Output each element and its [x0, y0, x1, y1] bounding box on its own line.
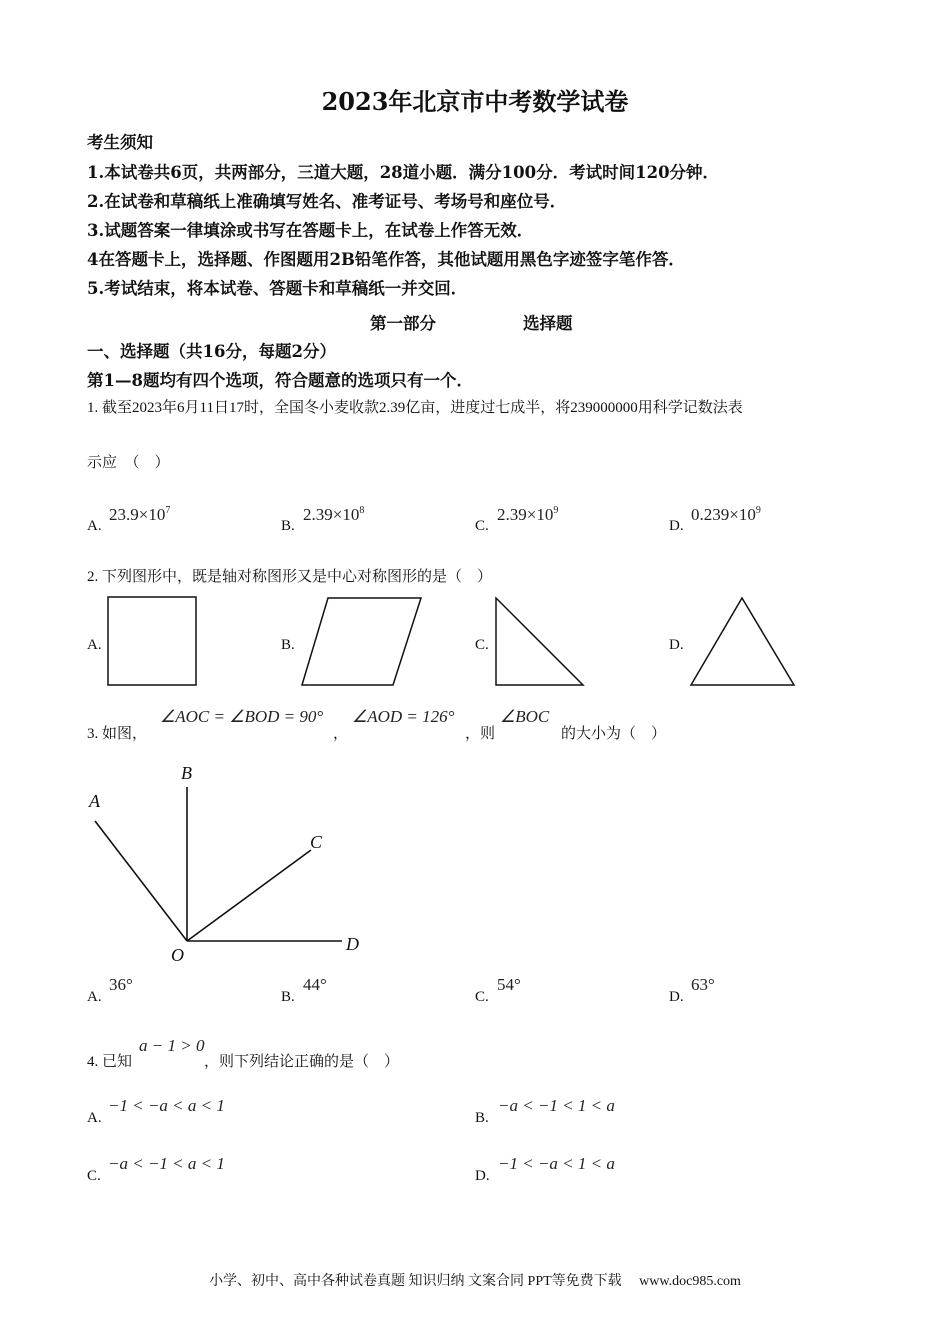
q1-option-b-label: B. [281, 518, 295, 534]
q4-option-d-label: D. [475, 1168, 490, 1184]
label-c: C [310, 832, 323, 852]
q3-option-c-value: 54° [497, 975, 521, 994]
q1-option-c-value: $2.39\times 10^9$ [497, 505, 559, 524]
q1-option-a-value: $23.9\times 10^7$ [109, 505, 171, 524]
notice-item-2: 2.在试卷和草稿纸上准确填写姓名、准考证号、考场号和座位号． [87, 192, 567, 211]
equilateral-triangle-shape [691, 598, 794, 685]
label-o: O [171, 945, 184, 965]
q2-square-figure [106, 595, 200, 689]
part-type: 选择题 [523, 314, 573, 333]
q2-option-d-label: D. [669, 637, 684, 653]
q3-target-angle: ∠BOC [500, 707, 550, 726]
square-shape [108, 597, 196, 685]
notice-item-3: 3.试题答案一律填涂或书写在答题卡上，在试卷上作答无效． [87, 221, 534, 240]
q1-stem-line2: 示应 （ ） [87, 455, 170, 471]
section-heading: 一、选择题（共16分，每题2分） [87, 342, 336, 361]
q2-equilateral-triangle-figure [688, 595, 798, 689]
q3-option-a-label: A. [87, 989, 102, 1005]
q3-stem-suffix: 的大小为（ ） [561, 726, 667, 742]
q2-right-triangle-figure [493, 595, 587, 689]
page-footer: 小学、初中、高中各种试卷真题 知识归纳 文案合同 PPT等免费下载 www.doc985.com [209, 1274, 741, 1289]
q3-sep-1: ， [333, 726, 349, 742]
q3-option-c-label: C. [475, 989, 489, 1005]
right-triangle-shape [496, 598, 583, 685]
q3-condition-2: ∠AOD = 126° [352, 707, 455, 726]
q3-stem-prefix: 3. 如图， [87, 726, 148, 742]
label-d: D [346, 934, 359, 954]
q2-option-c-label: C. [475, 637, 489, 653]
q4-option-d-value: −1 < −a < 1 < a [498, 1154, 615, 1173]
q3-option-d-label: D. [669, 989, 684, 1005]
q3-angle-figure [80, 755, 380, 970]
q2-stem: 2. 下列图形中，既是轴对称图形又是中心对称图形的是（ ） [87, 569, 493, 585]
q4-stem-suffix: ，则下列结论正确的是（ ） [204, 1054, 400, 1070]
q3-sep-2: ，则 [465, 726, 496, 742]
ray-oa [95, 821, 187, 941]
label-b: B [181, 763, 192, 783]
page-title: 2023年北京市中考数学试卷 [321, 87, 629, 116]
q4-option-b-label: B. [475, 1110, 489, 1126]
notice-item-5: 5.考试结束，将本试卷、答题卡和草稿纸一并交回． [87, 279, 468, 298]
section-instruction: 第1—8题均有四个选项，符合题意的选项只有一个． [87, 371, 473, 390]
q1-option-d-label: D. [669, 518, 684, 534]
part-name: 第一部分 [370, 314, 436, 333]
q3-condition-1: ∠AOC = ∠BOD = 90° [160, 707, 324, 726]
q2-parallelogram-figure [300, 595, 424, 689]
q4-option-a-label: A. [87, 1110, 102, 1126]
q4-option-c-value: −a < −1 < a < 1 [108, 1154, 225, 1173]
q3-option-b-value: 44° [303, 975, 327, 994]
notice-heading: 考生须知 [87, 133, 153, 152]
q1-option-b-value: $2.39\times 10^8$ [303, 505, 365, 524]
ray-oc [187, 850, 311, 941]
q3-option-b-label: B. [281, 989, 295, 1005]
q4-condition: a − 1 > 0 [139, 1036, 205, 1055]
q1-stem-line1: 1. 截至2023年6月11日17时，全国冬小麦收款2.39亿亩，进度过七成半，将239000000用科学记数法表 [87, 400, 743, 416]
q4-option-a-value: −1 < −a < a < 1 [108, 1096, 225, 1115]
notice-item-1: 1.本试卷共6页，共两部分，三道大题，28道小题．满分100分．考试时间120分钟． [87, 163, 720, 182]
q2-option-a-label: A. [87, 637, 102, 653]
q1-option-d-value: $0.239\times 10^9$ [691, 505, 761, 524]
q3-option-a-value: 36° [109, 975, 133, 994]
q3-option-d-value: 63° [691, 975, 715, 994]
label-a: A [89, 791, 100, 811]
q4-option-c-label: C. [87, 1168, 101, 1184]
q4-option-b-value: −a < −1 < 1 < a [498, 1096, 615, 1115]
q4-stem-prefix: 4. 已知 [87, 1054, 133, 1070]
q2-option-b-label: B. [281, 637, 295, 653]
q1-option-c-label: C. [475, 518, 489, 534]
q1-option-a-label: A. [87, 518, 102, 534]
parallelogram-shape [302, 598, 421, 685]
notice-item-4: 4在答题卡上，选择题、作图题用2B铅笔作答，其他试题用黑色字迹签字笔作答． [87, 250, 685, 269]
